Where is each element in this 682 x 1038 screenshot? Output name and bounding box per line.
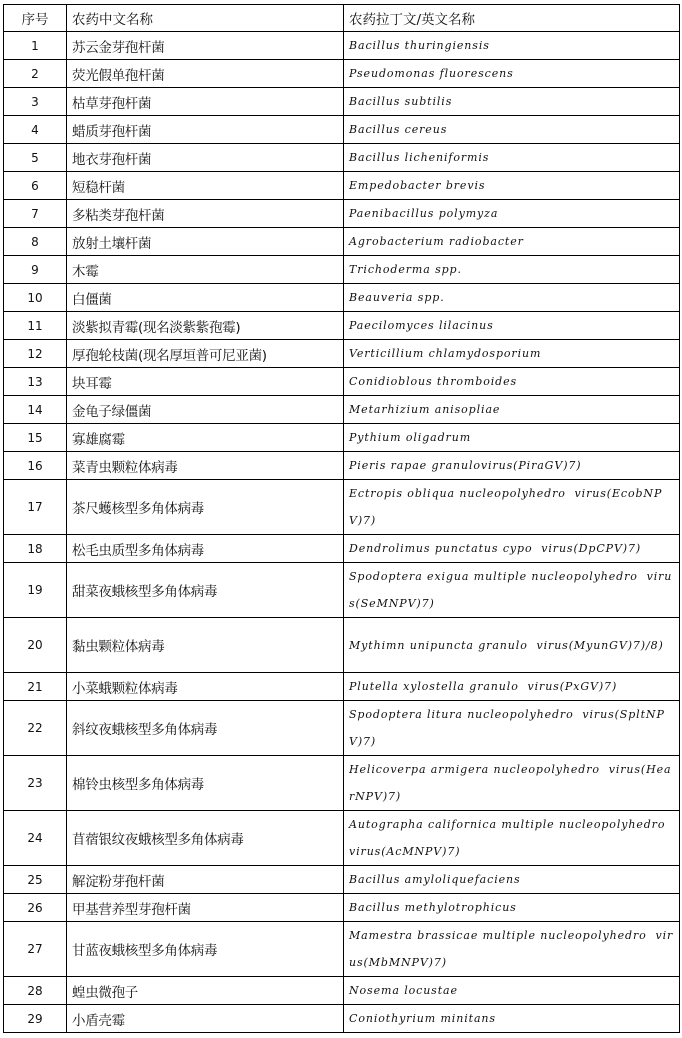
latin-name-cell: Ectropis obliqua nucleopolyhedro virus(EcobNPV)7) <box>344 480 680 535</box>
chinese-name-cell: 黏虫颗粒体病毒 <box>67 618 344 673</box>
row-number-cell: 23 <box>4 756 67 811</box>
chinese-name-cell: 多粘类芽孢杆菌 <box>67 200 344 228</box>
row-number-cell: 22 <box>4 701 67 756</box>
table-row <box>4 535 680 563</box>
latin-name-cell: Bacillus thuringiensis <box>344 32 680 60</box>
table-row <box>4 1005 680 1033</box>
table-row <box>4 563 680 618</box>
row-number-cell: 7 <box>4 200 67 228</box>
row-number-cell: 14 <box>4 396 67 424</box>
table-row <box>4 88 680 116</box>
chinese-name-cell: 棉铃虫核型多角体病毒 <box>67 756 344 811</box>
row-number-cell: 24 <box>4 811 67 866</box>
chinese-name-cell: 甜菜夜蛾核型多角体病毒 <box>67 563 344 618</box>
row-number-cell: 16 <box>4 452 67 480</box>
row-number-cell: 8 <box>4 228 67 256</box>
row-number-cell: 20 <box>4 618 67 673</box>
table-row <box>4 144 680 172</box>
row-number-cell: 3 <box>4 88 67 116</box>
header-latin-name: 农药拉丁文/英文名称 <box>344 5 680 32</box>
table-row <box>4 618 680 673</box>
row-number-cell: 21 <box>4 673 67 701</box>
chinese-name-cell: 蜡质芽孢杆菌 <box>67 116 344 144</box>
latin-name-cell: Bacillus subtilis <box>344 88 680 116</box>
latin-name-cell: Bacillus amyloliquefaciens <box>344 866 680 894</box>
chinese-name-cell: 茶尺蠖核型多角体病毒 <box>67 480 344 535</box>
chinese-name-cell: 地衣芽孢杆菌 <box>67 144 344 172</box>
row-number-cell: 12 <box>4 340 67 368</box>
chinese-name-cell: 小菜蛾颗粒体病毒 <box>67 673 344 701</box>
row-number-cell: 10 <box>4 284 67 312</box>
row-number-cell: 1 <box>4 32 67 60</box>
chinese-name-cell: 白僵菌 <box>67 284 344 312</box>
latin-name-cell: Bacillus licheniformis <box>344 144 680 172</box>
table-row <box>4 811 680 866</box>
table-row <box>4 866 680 894</box>
row-number-cell: 6 <box>4 172 67 200</box>
table-row <box>4 922 680 977</box>
table-row <box>4 32 680 60</box>
latin-name-cell: Bacillus methylotrophicus <box>344 894 680 922</box>
chinese-name-cell: 小盾壳霉 <box>67 1005 344 1033</box>
chinese-name-cell: 厚孢轮枝菌(现名厚垣普可尼亚菌) <box>67 340 344 368</box>
chinese-name-cell: 甲基营养型芽孢杆菌 <box>67 894 344 922</box>
row-number-cell: 4 <box>4 116 67 144</box>
row-number-cell: 2 <box>4 60 67 88</box>
chinese-name-cell: 寡雄腐霉 <box>67 424 344 452</box>
chinese-name-cell: 苜蓿银纹夜蛾核型多角体病毒 <box>67 811 344 866</box>
row-number-cell: 17 <box>4 480 67 535</box>
row-number-cell: 28 <box>4 977 67 1005</box>
table-row <box>4 284 680 312</box>
latin-name-cell: Spodoptera litura nucleopolyhedro virus(SpltNPV)7) <box>344 701 680 756</box>
latin-name-cell: Pythium oligadrum <box>344 424 680 452</box>
header-row <box>4 5 680 32</box>
table-row <box>4 396 680 424</box>
table-row <box>4 200 680 228</box>
table-row <box>4 977 680 1005</box>
chinese-name-cell: 甘蓝夜蛾核型多角体病毒 <box>67 922 344 977</box>
latin-name-cell: Mamestra brassicae multiple nucleopolyhedro virus(MbMNPV)7) <box>344 922 680 977</box>
chinese-name-cell: 放射土壤杆菌 <box>67 228 344 256</box>
row-number-cell: 27 <box>4 922 67 977</box>
table-row <box>4 228 680 256</box>
row-number-cell: 9 <box>4 256 67 284</box>
pesticide-table <box>3 4 680 1033</box>
chinese-name-cell: 木霉 <box>67 256 344 284</box>
table-row <box>4 424 680 452</box>
table-row <box>4 172 680 200</box>
chinese-name-cell: 松毛虫质型多角体病毒 <box>67 535 344 563</box>
row-number-cell: 25 <box>4 866 67 894</box>
latin-name-cell: Pieris rapae granulovirus(PiraGV)7) <box>344 452 680 480</box>
latin-name-cell: Metarhizium anisopliae <box>344 396 680 424</box>
header-chinese-name: 农药中文名称 <box>67 5 344 32</box>
chinese-name-cell: 块耳霉 <box>67 368 344 396</box>
row-number-cell: 19 <box>4 563 67 618</box>
latin-name-cell: Coniothyrium minitans <box>344 1005 680 1033</box>
chinese-name-cell: 菜青虫颗粒体病毒 <box>67 452 344 480</box>
latin-name-cell: Bacillus cereus <box>344 116 680 144</box>
row-number-cell: 15 <box>4 424 67 452</box>
table-body <box>4 32 680 1033</box>
latin-name-cell: Nosema locustae <box>344 977 680 1005</box>
table-row <box>4 452 680 480</box>
chinese-name-cell: 苏云金芽孢杆菌 <box>67 32 344 60</box>
row-number-cell: 5 <box>4 144 67 172</box>
latin-name-cell: Paenibacillus polymyza <box>344 200 680 228</box>
latin-name-cell: Trichoderma spp. <box>344 256 680 284</box>
row-number-cell: 26 <box>4 894 67 922</box>
latin-name-cell: Spodoptera exigua multiple nucleopolyhedro virus(SeMNPV)7) <box>344 563 680 618</box>
table-row <box>4 312 680 340</box>
latin-name-cell: Empedobacter brevis <box>344 172 680 200</box>
row-number-cell: 13 <box>4 368 67 396</box>
chinese-name-cell: 解淀粉芽孢杆菌 <box>67 866 344 894</box>
chinese-name-cell: 短稳杆菌 <box>67 172 344 200</box>
chinese-name-cell: 荧光假单孢杆菌 <box>67 60 344 88</box>
latin-name-cell: Pseudomonas fluorescens <box>344 60 680 88</box>
header-no: 序号 <box>4 5 67 32</box>
table-row <box>4 60 680 88</box>
latin-name-cell: Verticillium chlamydosporium <box>344 340 680 368</box>
table-row <box>4 480 680 535</box>
table-row <box>4 673 680 701</box>
row-number-cell: 11 <box>4 312 67 340</box>
table-row <box>4 756 680 811</box>
row-number-cell: 29 <box>4 1005 67 1033</box>
latin-name-cell: Paecilomyces lilacinus <box>344 312 680 340</box>
latin-name-cell: Dendrolimus punctatus cypo virus(DpCPV)7) <box>344 535 680 563</box>
latin-name-cell: Beauveria spp. <box>344 284 680 312</box>
latin-name-cell: Agrobacterium radiobacter <box>344 228 680 256</box>
chinese-name-cell: 枯草芽孢杆菌 <box>67 88 344 116</box>
latin-name-cell: Plutella xylostella granulo virus(PxGV)7) <box>344 673 680 701</box>
chinese-name-cell: 金龟子绿僵菌 <box>67 396 344 424</box>
latin-name-cell: Autographa californica multiple nucleopolyhedro virus(AcMNPV)7) <box>344 811 680 866</box>
latin-name-cell: Helicoverpa armigera nucleopolyhedro virus(HearNPV)7) <box>344 756 680 811</box>
table-row <box>4 368 680 396</box>
row-number-cell: 18 <box>4 535 67 563</box>
table-header <box>4 5 680 32</box>
table-row <box>4 256 680 284</box>
latin-name-cell: Conidioblous thromboides <box>344 368 680 396</box>
table-row <box>4 340 680 368</box>
latin-name-cell: Mythimn unipuncta granulo virus(MyunGV)7)/8) <box>344 618 680 673</box>
chinese-name-cell: 斜纹夜蛾核型多角体病毒 <box>67 701 344 756</box>
table-row <box>4 701 680 756</box>
table-row <box>4 116 680 144</box>
chinese-name-cell: 淡紫拟青霉(现名淡紫紫孢霉) <box>67 312 344 340</box>
table-row <box>4 894 680 922</box>
chinese-name-cell: 蝗虫微孢子 <box>67 977 344 1005</box>
